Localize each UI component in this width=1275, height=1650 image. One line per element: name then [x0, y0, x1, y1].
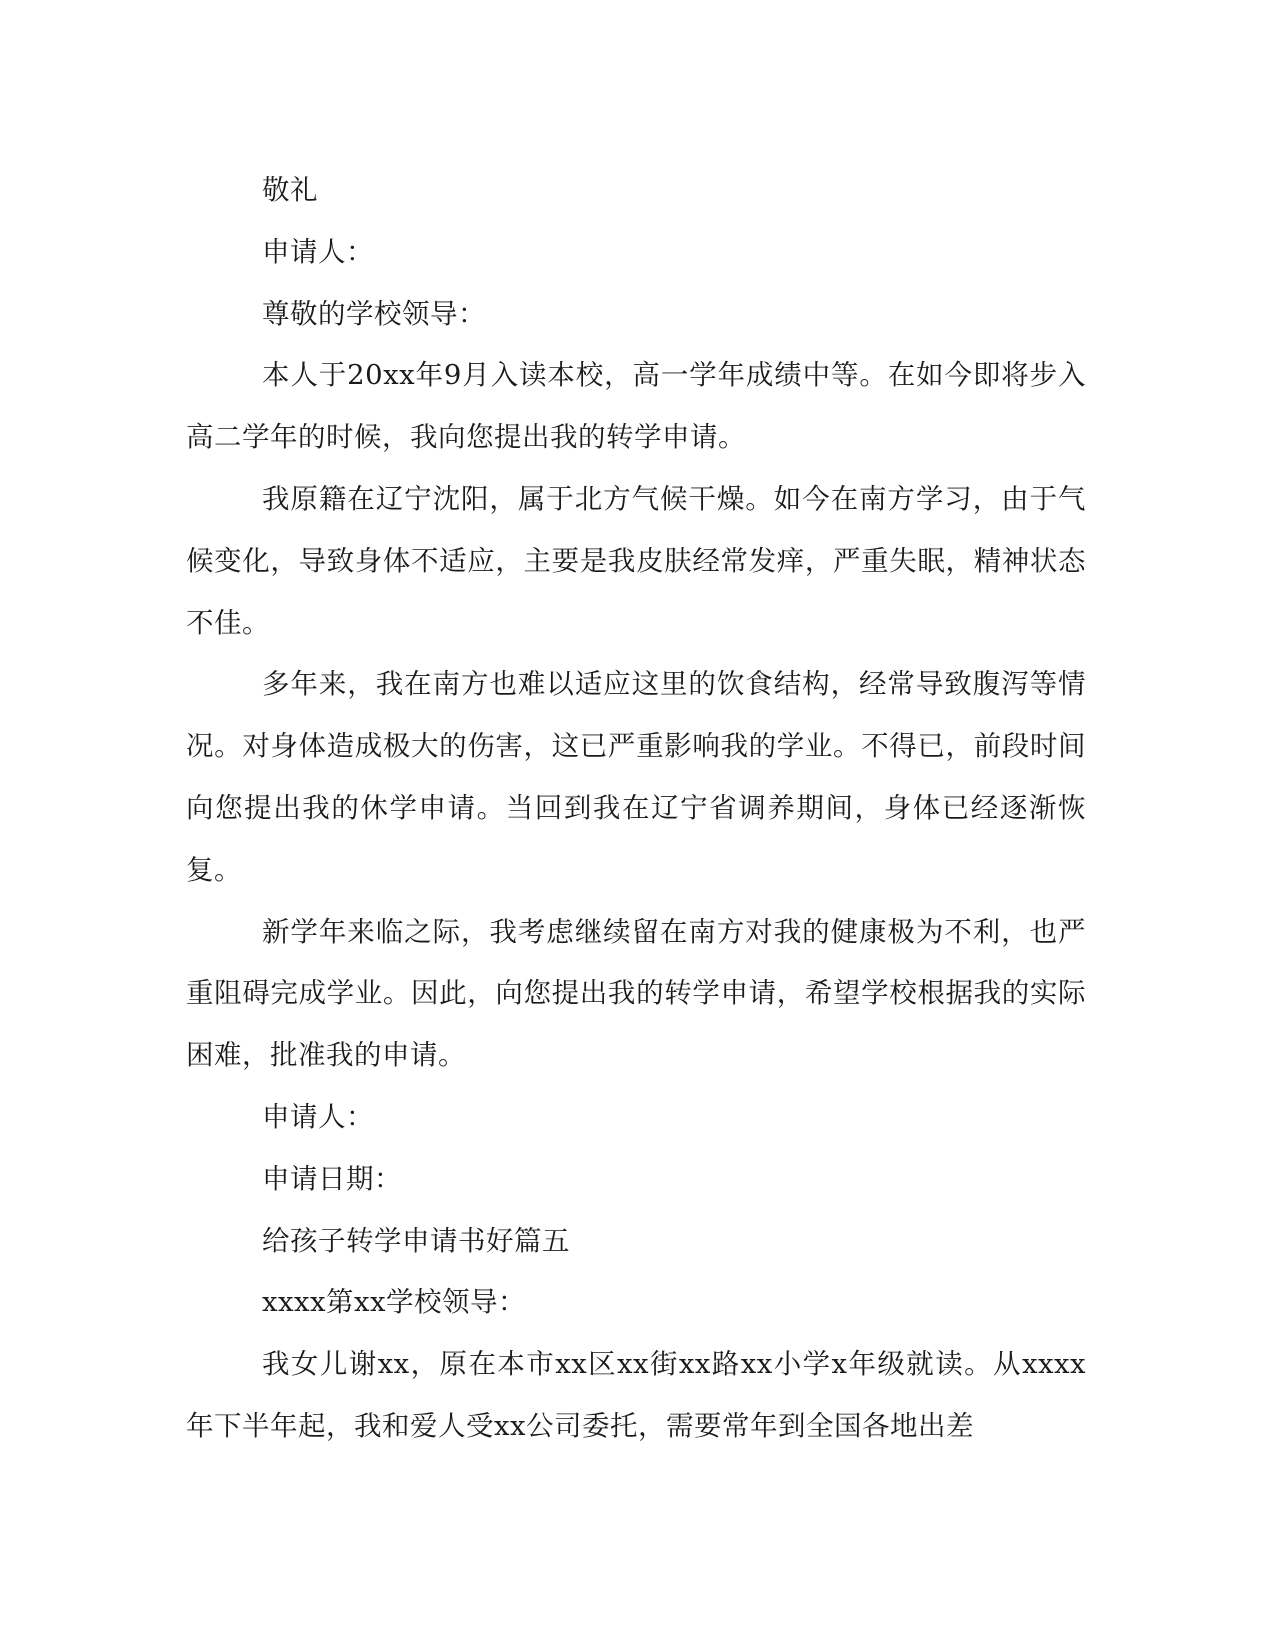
- body-paragraph: 本人于20xx年9月入读本校，高一学年成绩中等。在如今即将步入高二学年的时候，我向您提出我的转学申请。: [186, 359, 1086, 454]
- document-body: [186, 160, 1086, 1458]
- letter-greeting: xxxx第xx学校领导：: [262, 1286, 527, 1319]
- closing-salutation: 敬礼: [262, 174, 318, 206]
- section-heading: 给孩子转学申请书好篇五: [262, 1224, 570, 1257]
- body-paragraph: 新学年来临之际，我考虑继续留在南方对我的健康极为不利，也严重阻碍完成学业。因此，向您提出我的转学申请，希望学校根据我的实际困难，批准我的申请。: [186, 915, 1086, 1072]
- applicant-label: 申请人：: [262, 1100, 374, 1133]
- body-paragraph: 多年来，我在南方也难以适应这里的饮食结构，经常导致腹泻等情况。对身体造成极大的伤害，这已严重影响我的学业。不得已，前段时间向您提出我的休学申请。当回到我在辽宁省调养期间，身体已经逐渐恢复。: [186, 668, 1086, 886]
- letter-greeting: 尊敬的学校领导：: [262, 297, 486, 330]
- applicant-label: 申请人：: [262, 235, 374, 268]
- application-date-label: 申请日期：: [262, 1162, 402, 1195]
- body-paragraph: 我女儿谢xx，原在本市xx区xx街xx路xx小学x年级就读。从xxxx年下半年起，我和爱人受xx公司委托，需要常年到全国各地出差: [186, 1348, 1086, 1442]
- body-paragraph: 我原籍在辽宁沈阳，属于北方气候干燥。如今在南方学习，由于气候变化，导致身体不适应，主要是我皮肤经常发痒，严重失眠，精神状态不佳。: [186, 482, 1086, 639]
